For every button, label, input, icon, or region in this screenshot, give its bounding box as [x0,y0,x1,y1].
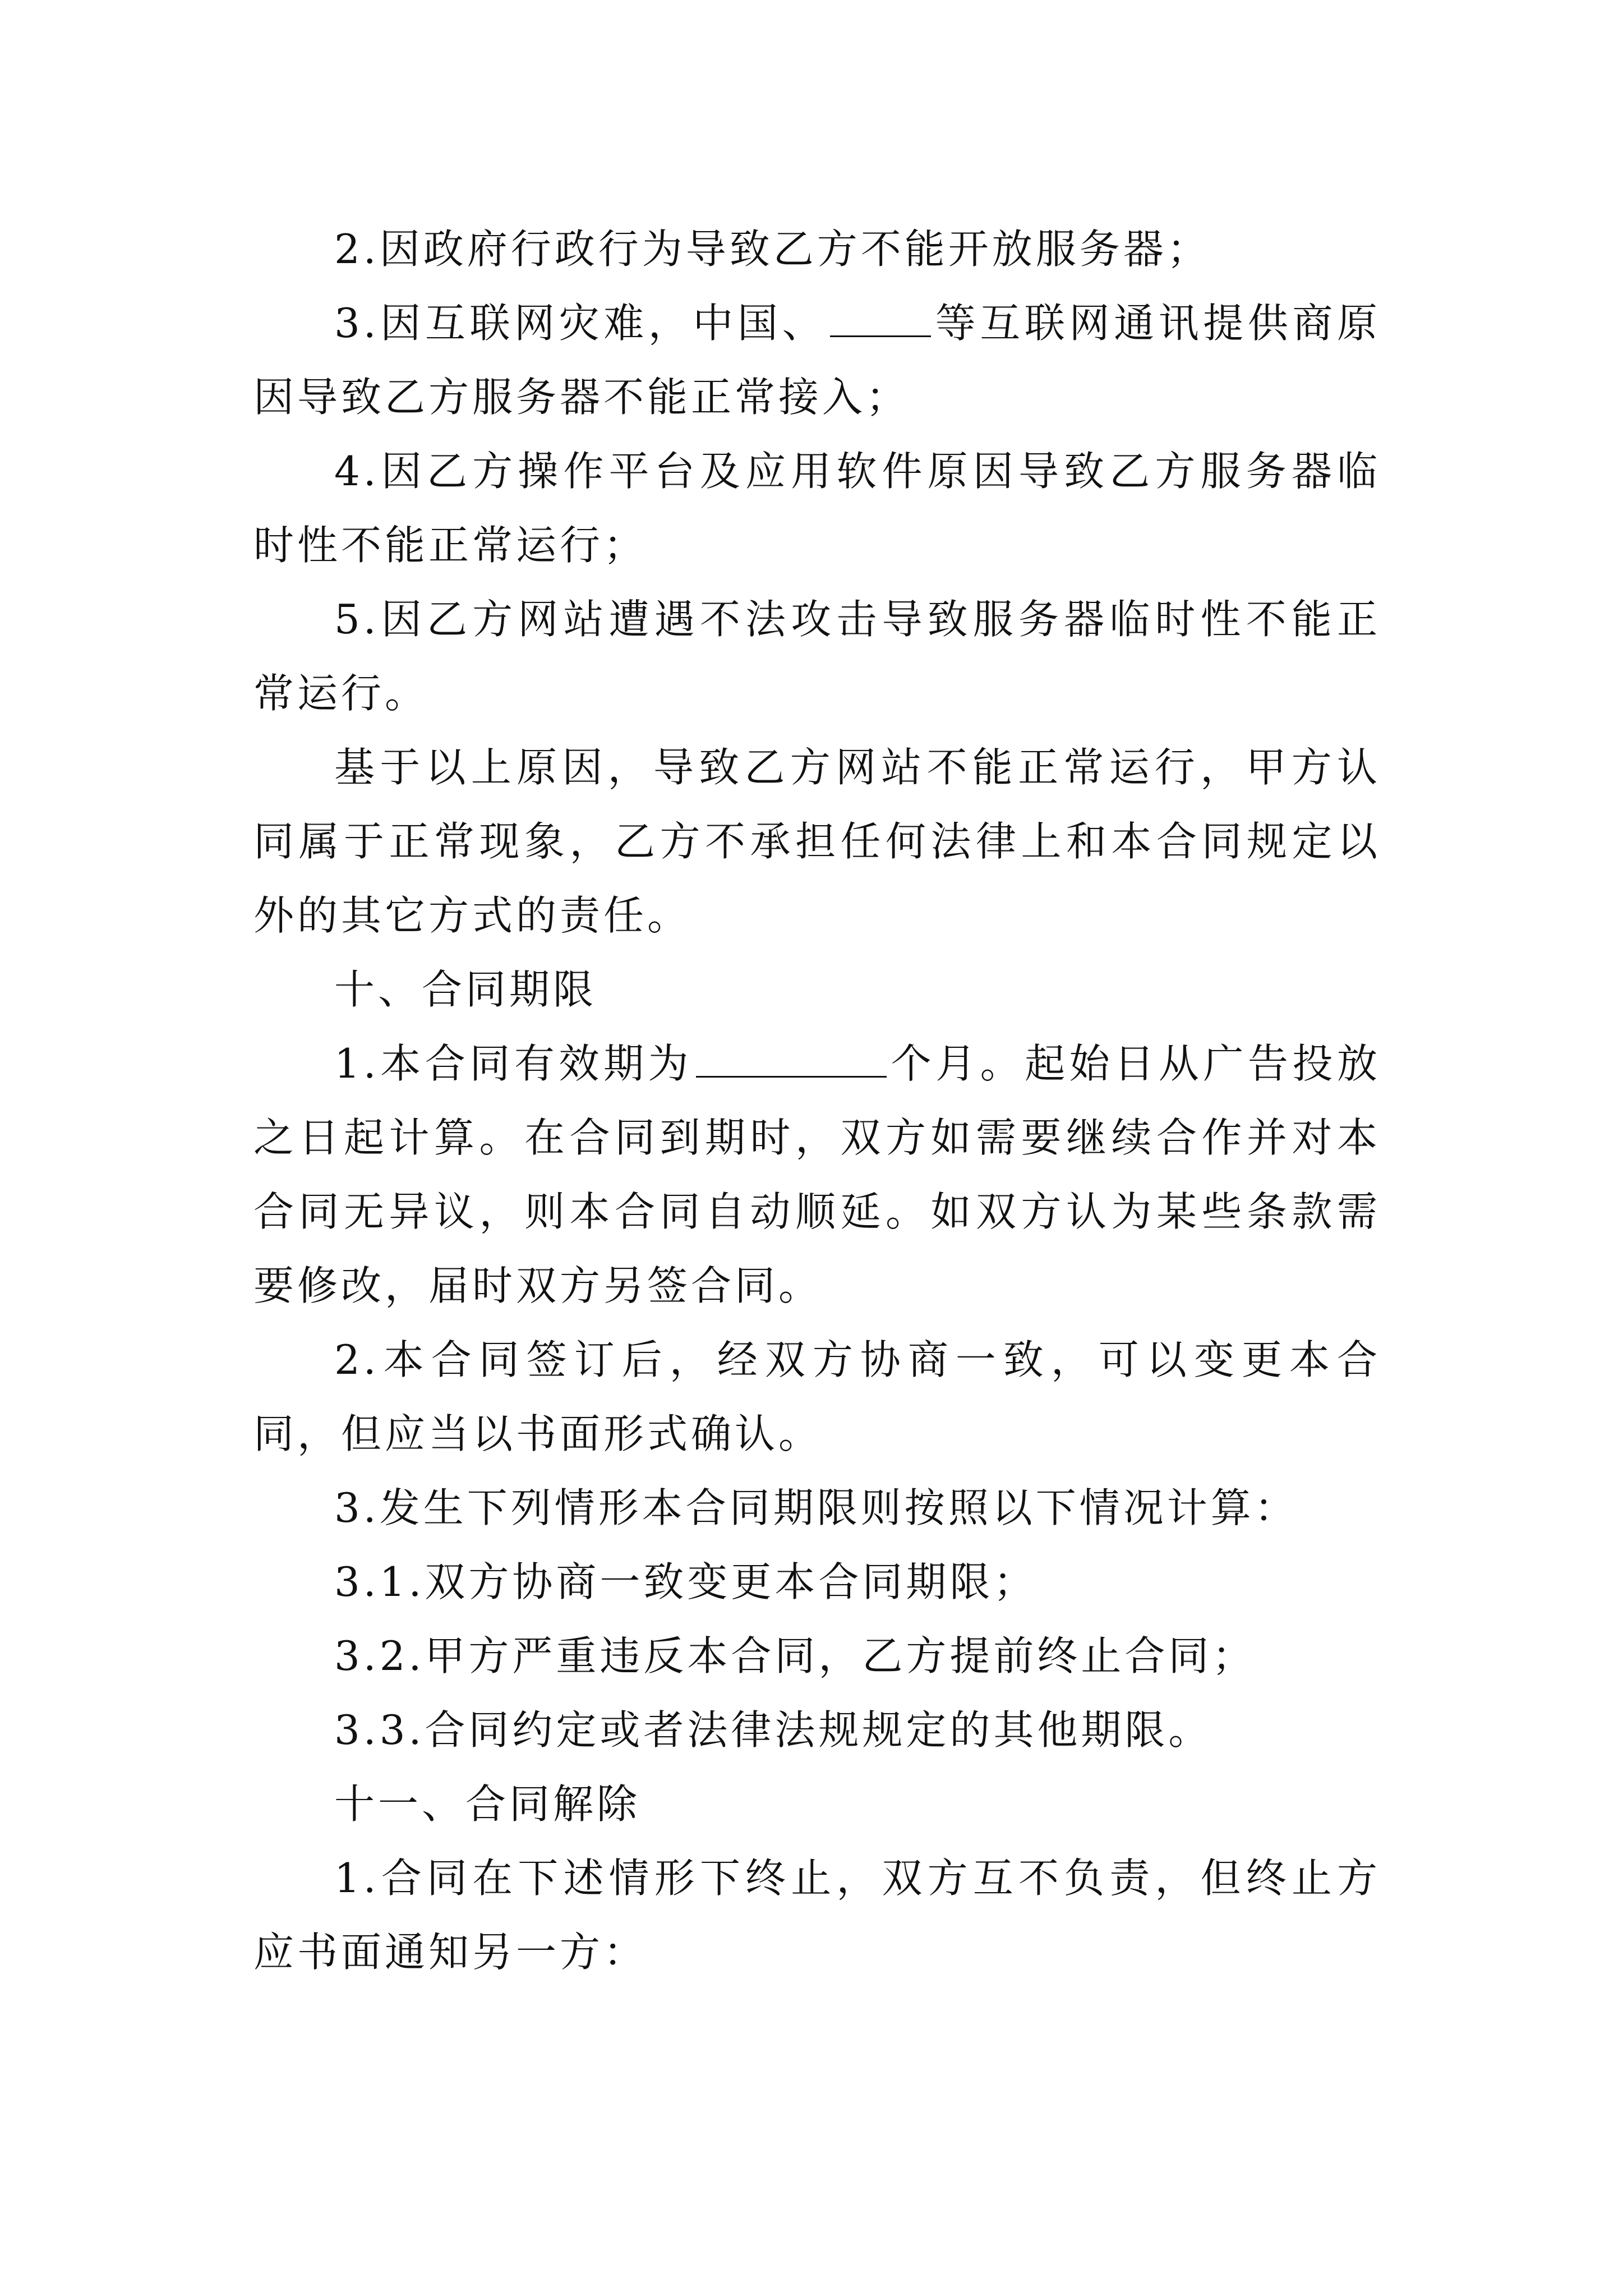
blank-field-months [696,1039,887,1078]
term-clause-3-1: 3.1.双方协商一致变更本合同期限； [334,1558,1038,1605]
termination-clause-1: 1.合同在下述情形下终止，双方互不负责，但终止方应书面通知另一方： [253,1855,1381,1976]
clause-3-text-start: 3.因互联网灾难，中国、 [334,300,827,347]
clause-3-text-end: 等互联网通讯提供商原因导致乙方服务器不能正常接入； [253,300,1381,421]
clause-5-website-attack: 5.因乙方网站遭遇不法攻击导致服务器临时性不能正常运行。 [253,596,1381,717]
term-clause-1-text-end: 个月。起始日从广告投放之日起计算。在合同到期时，双方如需要继续合作并对本合同无异议，则本合同自动顺延。如双方认为某些条款需要修改，届时双方另签合同。 [253,1040,1381,1309]
term-clause-3-calculation: 3.发生下列情形本合同期限则按照以下情况计算： [334,1484,1298,1531]
section-heading-contract-termination: 十一、合同解除 [334,1780,641,1828]
term-clause-1-validity [253,1027,1381,1323]
liability-exemption-paragraph: 基于以上原因，导致乙方网站不能正常运行，甲方认同属于正常现象，乙方不承担任何法律上和本合同规定以外的其它方式的责任。 [253,744,1381,939]
term-clause-2-amendment: 2.本合同签订后，经双方协商一致，可以变更本合同，但应当以书面形式确认。 [253,1336,1381,1457]
clause-3-internet-disaster [253,286,1381,434]
term-clause-3-2: 3.2.甲方严重违反本合同，乙方提前终止合同； [334,1632,1256,1680]
section-heading-contract-term: 十、合同期限 [334,966,597,1013]
clause-2-government-action: 2.因政府行政行为导致乙方不能开放服务器； [334,226,1211,273]
blank-field-provider [830,298,931,337]
term-clause-1-text-start: 1.本合同有效期为 [334,1040,693,1087]
clause-4-platform-software: 4.因乙方操作平台及应用软件原因导致乙方服务器临时性不能正常运行； [253,448,1381,569]
term-clause-3-3: 3.3.合同约定或者法律法规规定的其他期限。 [334,1706,1212,1754]
document-body [253,212,1381,1989]
